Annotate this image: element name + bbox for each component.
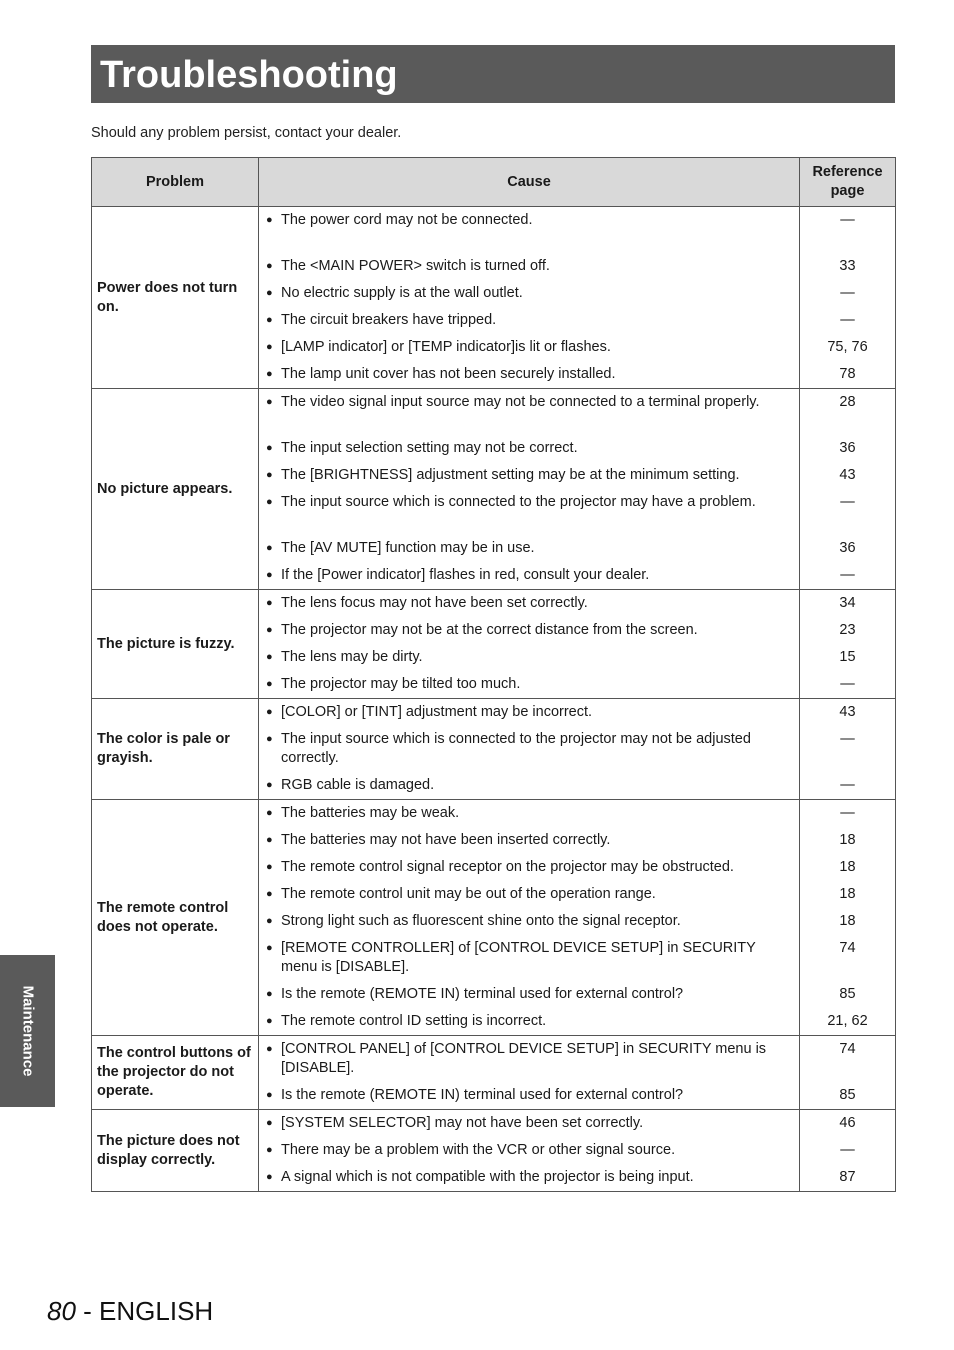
reference-page-value: — bbox=[840, 731, 855, 747]
bullet-icon: ● bbox=[266, 706, 273, 718]
reference-page-value: 23 bbox=[839, 622, 856, 638]
cause-text: A signal which is not compatible with the projector is being input. bbox=[281, 1169, 694, 1185]
bullet-icon: ● bbox=[266, 214, 273, 226]
reference-page-value: 85 bbox=[839, 1087, 856, 1103]
bullet-icon: ● bbox=[266, 834, 273, 846]
cause-item bbox=[259, 1082, 799, 1109]
problem-group-row bbox=[92, 1110, 896, 1192]
problem-cell: The picture does not display correctly. bbox=[92, 1110, 259, 1192]
cause-cell bbox=[259, 207, 800, 389]
cause-item bbox=[259, 1036, 799, 1082]
cause-text: [REMOTE CONTROLLER] of [CONTROL DEVICE SETUP] in SECURITY menu is [DISABLE]. bbox=[281, 940, 756, 975]
table-header-row bbox=[92, 158, 896, 207]
reference-cell bbox=[800, 1110, 896, 1192]
reference-cell bbox=[800, 800, 896, 1036]
bullet-icon: ● bbox=[266, 569, 273, 581]
cause-item bbox=[259, 1110, 799, 1137]
page-title: Troubleshooting bbox=[100, 54, 398, 96]
reference-page-value: — bbox=[840, 1142, 855, 1158]
reference-page-value: 36 bbox=[839, 440, 856, 456]
bullet-icon: ● bbox=[266, 287, 273, 299]
bullet-icon: ● bbox=[266, 1089, 273, 1101]
problem-cell: The control buttons of the projector do not operate. bbox=[92, 1036, 259, 1110]
cause-item bbox=[259, 489, 799, 535]
reference-page-value: 74 bbox=[839, 1041, 856, 1057]
cause-text: The projector may be tilted too much. bbox=[281, 676, 521, 692]
cause-text: RGB cable is damaged. bbox=[281, 777, 435, 793]
cause-text: The [AV MUTE] function may be in use. bbox=[281, 540, 535, 556]
page-number: 80 bbox=[47, 1296, 76, 1326]
cause-item bbox=[259, 881, 799, 908]
cause-item bbox=[259, 854, 799, 881]
cause-item bbox=[259, 462, 799, 489]
bullet-icon: ● bbox=[266, 469, 273, 481]
bullet-icon: ● bbox=[266, 542, 273, 554]
cause-item bbox=[259, 617, 799, 644]
bullet-icon: ● bbox=[266, 651, 273, 663]
cause-item bbox=[259, 726, 799, 772]
header-cause: Cause bbox=[259, 158, 800, 207]
bullet-icon: ● bbox=[266, 942, 273, 954]
cause-item bbox=[259, 389, 799, 435]
reference-page-value: 18 bbox=[839, 913, 856, 929]
cause-text: The circuit breakers have tripped. bbox=[281, 312, 497, 328]
reference-page-value: — bbox=[840, 777, 855, 793]
reference-cell bbox=[800, 389, 896, 590]
reference-cell bbox=[800, 590, 896, 699]
bullet-icon: ● bbox=[266, 888, 273, 900]
header-problem: Problem bbox=[92, 158, 259, 207]
bullet-icon: ● bbox=[266, 624, 273, 636]
cause-text: The batteries may not have been inserted correctly. bbox=[281, 832, 611, 848]
reference-page-value: 21, 62 bbox=[827, 1013, 868, 1029]
cause-text: The lens may be dirty. bbox=[281, 649, 423, 665]
reference-page-value: 46 bbox=[839, 1115, 856, 1131]
problem-cell: The picture is fuzzy. bbox=[92, 590, 259, 699]
side-tab-label: Maintenance bbox=[19, 985, 36, 1077]
reference-page-value: 33 bbox=[839, 258, 856, 274]
troubleshooting-table bbox=[91, 157, 896, 1192]
cause-item bbox=[259, 361, 799, 388]
reference-cell bbox=[800, 1036, 896, 1110]
cause-item bbox=[259, 1164, 799, 1191]
cause-item bbox=[259, 307, 799, 334]
cause-item bbox=[259, 935, 799, 981]
cause-cell bbox=[259, 389, 800, 590]
cause-text: Strong light such as fluorescent shine onto the signal receptor. bbox=[281, 913, 681, 929]
reference-page-value: — bbox=[840, 494, 855, 510]
bullet-icon: ● bbox=[266, 779, 273, 791]
cause-item bbox=[259, 562, 799, 589]
cause-text: [SYSTEM SELECTOR] may not have been set correctly. bbox=[281, 1115, 644, 1131]
cause-item bbox=[259, 590, 799, 617]
cause-text: The <MAIN POWER> switch is turned off. bbox=[281, 258, 550, 274]
reference-page-value: — bbox=[840, 212, 855, 228]
bullet-icon: ● bbox=[266, 396, 273, 408]
reference-page-value: 36 bbox=[839, 540, 856, 556]
cause-text: [COLOR] or [TINT] adjustment may be incorrect. bbox=[281, 704, 593, 720]
cause-text: [CONTROL PANEL] of [CONTROL DEVICE SETUP] in SECURITY menu is [DISABLE]. bbox=[281, 1041, 767, 1076]
reference-page-value: 15 bbox=[839, 649, 856, 665]
section-side-tab bbox=[0, 955, 55, 1107]
problem-group-row bbox=[92, 389, 896, 590]
bullet-icon: ● bbox=[266, 861, 273, 873]
cause-text: The video signal input source may not be connected to a terminal properly. bbox=[281, 394, 760, 410]
cause-cell bbox=[259, 1036, 800, 1110]
cause-item bbox=[259, 334, 799, 361]
reference-page-value: — bbox=[840, 312, 855, 328]
header-reference-page: Reference page bbox=[800, 158, 896, 207]
cause-text: The input selection setting may not be correct. bbox=[281, 440, 578, 456]
bullet-icon: ● bbox=[266, 1117, 273, 1129]
reference-page-value: 43 bbox=[839, 467, 856, 483]
reference-page-value: 18 bbox=[839, 832, 856, 848]
cause-text: The remote control signal receptor on the projector may be obstructed. bbox=[281, 859, 734, 875]
cause-text: The batteries may be weak. bbox=[281, 805, 460, 821]
reference-page-value: 34 bbox=[839, 595, 856, 611]
reference-page-value: 75, 76 bbox=[827, 339, 868, 355]
cause-item bbox=[259, 253, 799, 280]
bullet-icon: ● bbox=[266, 988, 273, 1000]
bullet-icon: ● bbox=[266, 1144, 273, 1156]
bullet-icon: ● bbox=[266, 1043, 273, 1055]
footer-language: - ENGLISH bbox=[83, 1296, 214, 1326]
reference-cell bbox=[800, 699, 896, 800]
bullet-icon: ● bbox=[266, 1015, 273, 1027]
reference-page-value: 28 bbox=[839, 394, 856, 410]
problem-cell: The color is pale or grayish. bbox=[92, 699, 259, 800]
problem-group-row bbox=[92, 800, 896, 1036]
reference-page-value: 87 bbox=[839, 1169, 856, 1185]
cause-item bbox=[259, 981, 799, 1008]
cause-item bbox=[259, 535, 799, 562]
reference-page-value: 18 bbox=[839, 859, 856, 875]
cause-text: The projector may not be at the correct distance from the screen. bbox=[281, 622, 698, 638]
problem-group-row bbox=[92, 1036, 896, 1110]
cause-item bbox=[259, 671, 799, 698]
cause-item bbox=[259, 1008, 799, 1035]
reference-page-value: — bbox=[840, 285, 855, 301]
reference-page-value: 43 bbox=[839, 704, 856, 720]
reference-page-value: — bbox=[840, 805, 855, 821]
cause-item bbox=[259, 772, 799, 799]
cause-text: No electric supply is at the wall outlet. bbox=[281, 285, 523, 301]
problem-cell: The remote control does not operate. bbox=[92, 800, 259, 1036]
cause-cell bbox=[259, 590, 800, 699]
bullet-icon: ● bbox=[266, 496, 273, 508]
problem-group-row bbox=[92, 207, 896, 389]
cause-text: Is the remote (REMOTE IN) terminal used for external control? bbox=[281, 986, 684, 1002]
bullet-icon: ● bbox=[266, 314, 273, 326]
cause-item bbox=[259, 908, 799, 935]
cause-text: The lamp unit cover has not been securely installed. bbox=[281, 366, 616, 382]
cause-item bbox=[259, 435, 799, 462]
cause-text: [LAMP indicator] or [TEMP indicator]is lit or flashes. bbox=[281, 339, 611, 355]
bullet-icon: ● bbox=[266, 678, 273, 690]
cause-item bbox=[259, 207, 799, 253]
intro-text: Should any problem persist, contact your dealer. bbox=[91, 125, 402, 141]
cause-text: There may be a problem with the VCR or other signal source. bbox=[281, 1142, 676, 1158]
bullet-icon: ● bbox=[266, 442, 273, 454]
page-title-bar bbox=[91, 45, 895, 103]
cause-text: The remote control ID setting is incorrect. bbox=[281, 1013, 547, 1029]
problem-group-row bbox=[92, 699, 896, 800]
reference-page-value: 74 bbox=[839, 940, 856, 956]
bullet-icon: ● bbox=[266, 807, 273, 819]
cause-text: The remote control unit may be out of the operation range. bbox=[281, 886, 656, 902]
problem-group-row bbox=[92, 590, 896, 699]
reference-page-value: — bbox=[840, 567, 855, 583]
cause-text: The input source which is connected to the projector may have a problem. bbox=[281, 494, 756, 510]
cause-item bbox=[259, 827, 799, 854]
cause-item bbox=[259, 699, 799, 726]
bullet-icon: ● bbox=[266, 341, 273, 353]
reference-page-value: 85 bbox=[839, 986, 856, 1002]
bullet-icon: ● bbox=[266, 368, 273, 380]
cause-text: The power cord may not be connected. bbox=[281, 212, 533, 228]
bullet-icon: ● bbox=[266, 915, 273, 927]
cause-text: The lens focus may not have been set correctly. bbox=[281, 595, 588, 611]
cause-item bbox=[259, 280, 799, 307]
cause-text: The input source which is connected to the projector may not be adjusted correctly. bbox=[281, 731, 751, 766]
page-footer bbox=[47, 1296, 213, 1327]
cause-text: If the [Power indicator] flashes in red, consult your dealer. bbox=[281, 567, 650, 583]
cause-item bbox=[259, 644, 799, 671]
cause-cell bbox=[259, 1110, 800, 1192]
cause-cell bbox=[259, 699, 800, 800]
reference-page-value: — bbox=[840, 676, 855, 692]
cause-text: The [BRIGHTNESS] adjustment setting may be at the minimum setting. bbox=[281, 467, 740, 483]
cause-cell bbox=[259, 800, 800, 1036]
cause-text: Is the remote (REMOTE IN) terminal used for external control? bbox=[281, 1087, 684, 1103]
reference-page-value: 78 bbox=[839, 366, 856, 382]
cause-item bbox=[259, 1137, 799, 1164]
problem-cell: Power does not turn on. bbox=[92, 207, 259, 389]
reference-cell bbox=[800, 207, 896, 389]
bullet-icon: ● bbox=[266, 260, 273, 272]
reference-page-value: 18 bbox=[839, 886, 856, 902]
bullet-icon: ● bbox=[266, 733, 273, 745]
bullet-icon: ● bbox=[266, 1171, 273, 1183]
cause-item bbox=[259, 800, 799, 827]
bullet-icon: ● bbox=[266, 597, 273, 609]
problem-cell: No picture appears. bbox=[92, 389, 259, 590]
